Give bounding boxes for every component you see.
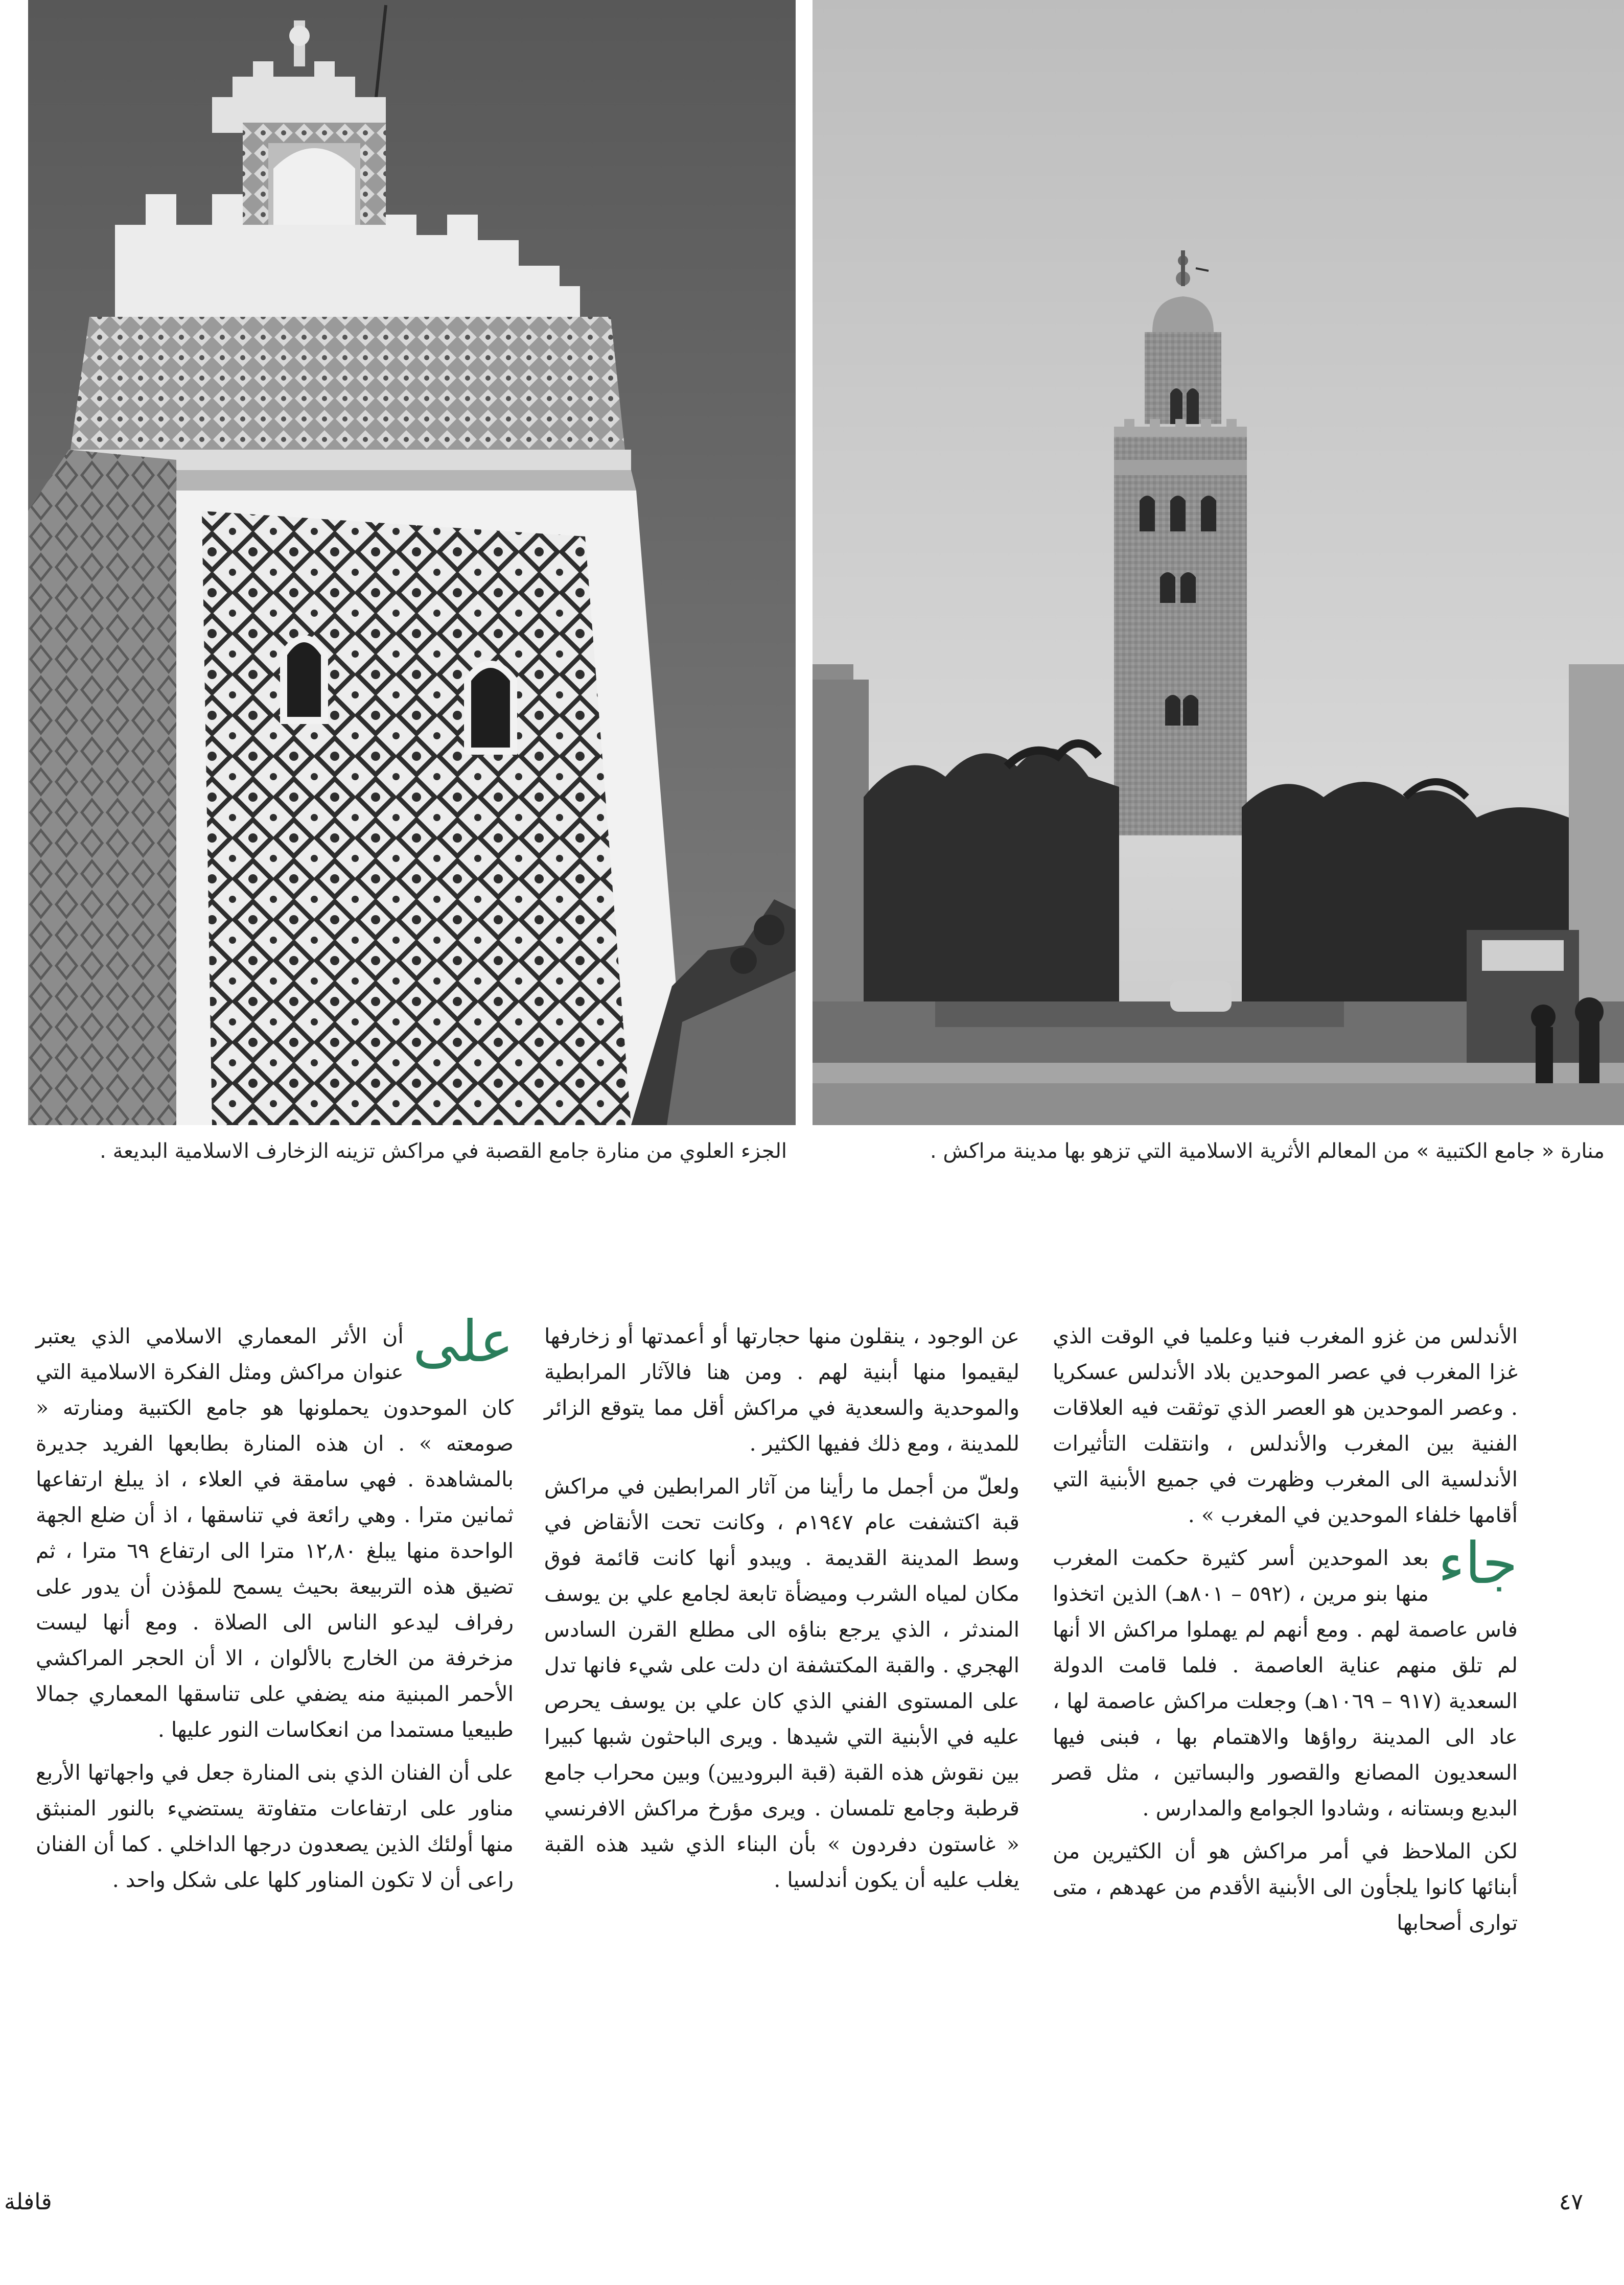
paragraph: عن الوجود ، ينقلون منها حجارتها أو أعمدتها أو زخارفها ليقيموا منها أبنية لهم . ومن هنا فالآثار المرابطية والموحدية والسعدية في مراكش أقل مما يتوقع الزائر للمدينة ، ومع ذلك ففيها الكثير . xyxy=(544,1324,1019,1456)
photo-kasbah-minaret xyxy=(28,0,796,1125)
paragraph: لكن الملاحظ في أمر مراكش هو أن الكثيرين من أبنائها كانوا يلجأون الى الأبنية الأقدم من عهدهم ، متى توارى أصحابها xyxy=(1053,1839,1518,1935)
paragraph: ولعلّ من أجمل ما رأينا من آثار المرابطين في مراكش قبة اكتشفت عام ١٩٤٧م ، وكانت تحت الأنقاض في وسط المدينة القديمة . ويبدو أنها كانت قائمة فوق مكان لمياه الشرب وميضأة تابعة لجامع علي بن يوسف المندثر ، الذي يرجع بناؤه الى مطلع القرن السادس الهجري . والقبة المكتشفة ان دلت على شيء فانها تدل على المستوى الفني الذي كان علي بن يوسف يحرص عليه في الأبنية التي شيدها . ويرى الباحثون شبها كبيرا بين نقوش هذه القبة (قبة البروديين) وبين محراب جامع قرطبة وجامع تلمسان . ويرى مؤرخ مراكش الافرنسي « غاستون دفردون » بأن البناء الذي شيد هذه القبة يغلب عليه أن يكون أندلسيا . xyxy=(544,1474,1019,1892)
paragraph: الأندلس من غزو المغرب فنيا وعلميا في الوقت الذي غزا المغرب في عصر الموحدين بلاد الأندلس عسكريا . وعصر الموحدين هو العصر الذي توثقت فيه العلاقات الفنية بين المغرب والأندلس ، وانتقلت التأثيرات الأندلسية الى المغرب وظهرت في جميع الأبنية التي أقامها خلفاء الموحدين في المغرب » . xyxy=(1053,1324,1518,1527)
paragraph xyxy=(36,1309,514,1747)
article-column-left xyxy=(36,1309,514,2136)
paragraph: على أن الفنان الذي بنى المنارة جعل في واجهاتها الأربع مناور على ارتفاعات متفاوتة يستضيء بالنور المنبثق منها أولئك الذين يصعدون درجها الداخلي . كما أن الفنان راعى أن لا تكون المناور كلها على شكل واحد . xyxy=(36,1760,514,1892)
article-column-right xyxy=(1053,1318,1518,2136)
dropcap: جاء xyxy=(1437,1530,1518,1597)
magazine-name: قافلة xyxy=(4,2189,52,2215)
article-column-middle xyxy=(544,1318,1019,2136)
photo-caption-right: منارة « جامع الكتبية » من المعالم الأثرية الاسلامية التي تزهو بها مدينة مراكش . xyxy=(930,1139,1605,1163)
page-number: ٤٧ xyxy=(1559,2189,1583,2215)
paragraph-text: أن الأثر المعماري الاسلامي الذي يعتبر عنوان مراكش ومثل الفكرة الاسلامية التي كان الموحدون يحملونها هو جامع الكتبية ومنارته « صومعته » . ان هذه المنارة بطابعها الفريد جديرة بالمشاهدة . فهي سامقة في العلاء ، اذ يبلغ ارتفاعها ثمانين مترا . وهي رائعة في تناسقها ، اذ أن ضلع الجهة الواحدة منها يبلغ ١٢,٨٠ مترا الى ارتفاع ٦٩ مترا ، ثم تضيق هذه التربيعة بحيث يسمح للمؤذن أن يدور على رفراف ليدعو الناس الى الصلاة . ومع أنها ليست مزخرفة من الخارج بالألوان ، الا أن الحجر المراكشي الأحمر المبنية منه يضفي على تناسقها المعماري جمالا طبيعيا مستمدا من انعكاسات النور عليها . xyxy=(36,1324,514,1742)
paragraph-text: بعد الموحدين أسر كثيرة حكمت المغرب منها بنو مرين ، (٥٩٢ – ٨٠١هـ) الذين اتخذوا فاس عاصمة لهم . ومع أنهم لم يهملوا مراكش الا أنها لم تلق منهم عناية العاصمة . فلما قامت الدولة السعدية (٩١٧ – ١٠٦٩هـ) وجعلت مراكش عاصمة لها ، عاد الى المدينة رواؤها والاهتمام بها ، فبنى فيها السعديون المصانع والقصور والبساتين ، مثل قصر البديع وبستانه ، وشادوا الجوامع والمدارس . xyxy=(1053,1546,1518,1821)
photo-caption-left: الجزء العلوي من منارة جامع القصبة في مراكش تزينه الزخارف الاسلامية البديعة . xyxy=(100,1139,787,1163)
dropcap: على xyxy=(412,1309,514,1375)
paragraph xyxy=(1053,1530,1518,1826)
photo-koutoubia-minaret xyxy=(813,0,1624,1125)
